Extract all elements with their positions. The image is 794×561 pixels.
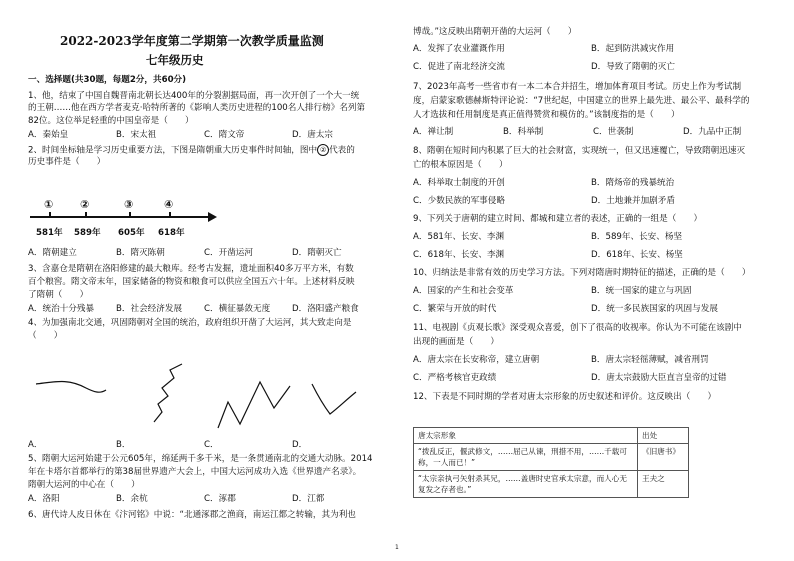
timeline-tick xyxy=(49,212,51,218)
timeline-mark-4: ④ xyxy=(164,198,174,211)
sui-timeline xyxy=(28,196,228,246)
q6-option-b[interactable]: B．起到防洪减灾作用 xyxy=(591,44,675,54)
q5-option-b[interactable]: B．余杭 xyxy=(116,494,148,504)
q1-line1: 1、他，结束了中国自魏晋南北朝长达400年的分裂割据局面，再一次开创了一个大一统 xyxy=(28,91,360,101)
q4-line2: （ ） xyxy=(28,331,63,341)
q5-line3: 隋朝大运河的中心在（ ） xyxy=(28,480,140,490)
canal-route-d-icon[interactable] xyxy=(312,384,356,414)
q1-option-d[interactable]: D．唐太宗 xyxy=(292,130,333,140)
q5-line1: 5、隋朝大运河始建于公元605年，绵延两千多千米，是一条贯通南北的交通大动脉。2014 xyxy=(28,454,373,464)
q4-option-d[interactable]: D． xyxy=(292,440,308,450)
q7-line2: 度，启蒙家歌德赫斯特评论说：“7世纪起，中国建立的世界上最先进、最公平、最科学的 xyxy=(413,96,750,106)
q7-option-a[interactable]: A．禅让制 xyxy=(413,127,454,137)
q12-line1: 12、下表是不同时期的学者对唐太宗形象的历史叙述和评价。这反映出（ ） xyxy=(413,392,717,402)
q3-option-a[interactable]: A．统治十分残暴 xyxy=(28,304,95,314)
q8-line1: 8、隋朝在短时间内积累了巨大的社会财富，实现统一，但又迅速覆亡，导致隋朝迅速灭 xyxy=(413,146,746,156)
q2-line1-text: 2、时间坐标轴是学习历史重要方法，下图是隋朝重大历史事件时间轴，图中 xyxy=(28,145,318,156)
q4-option-b[interactable]: B． xyxy=(116,440,131,450)
q1-option-b[interactable]: B．宋太祖 xyxy=(116,130,157,140)
canal-route-c-icon[interactable] xyxy=(218,382,290,428)
table-header-image: 唐太宗形象 xyxy=(414,428,638,444)
q8-option-d[interactable]: D．土地兼并加剧矛盾 xyxy=(591,196,675,206)
table-cell-source: 《旧唐书》 xyxy=(638,444,689,471)
timeline-tick xyxy=(169,212,171,218)
page-number: 1 xyxy=(395,544,399,551)
q2-line2: 历史事件是（ ） xyxy=(28,157,106,167)
q4-option-c[interactable]: C． xyxy=(204,440,219,450)
timeline-year-2: 589年 xyxy=(74,228,101,238)
q5-option-c[interactable]: C．涿郡 xyxy=(204,494,236,504)
page-title: 2022-2023学年度第二学期第一次教学质量监测 xyxy=(60,34,324,48)
q4-line1: 4、为加强南北交通，巩固隋朝对全国的统治，政府组织开凿了大运河，其大致走向是 xyxy=(28,318,352,328)
timeline-mark-3: ③ xyxy=(124,198,134,211)
q11-option-a[interactable]: A．唐太宗在长安称帝，建立唐朝 xyxy=(413,355,540,365)
q10-option-d[interactable]: D．统一多民族国家的巩固与发展 xyxy=(591,304,718,314)
q1-line2: 的王朝……他在西方学者麦克·哈特所著的《影响人类历史进程的100名人排行榜》名列第 xyxy=(28,103,366,113)
q2-option-b[interactable]: B．隋灭陈朝 xyxy=(116,248,165,258)
q9-option-a[interactable]: A．581年、长安、李渊 xyxy=(413,232,505,242)
q5-option-d[interactable]: D．江都 xyxy=(292,494,325,504)
q6-line1: 6、唐代诗人皮日休在《汴河铭》中说：“北通涿郡之渔商，南运江都之转输，其为利也 xyxy=(28,510,356,520)
q3-line1: 3、含嘉仓是隋朝在洛阳修建的最大粮库。经考古发掘，遗址面积40多万平方米，有数 xyxy=(28,264,354,274)
canal-route-options xyxy=(34,362,364,446)
q9-line1: 9、下列关于唐朝的建立时间、都城和建立者的表述，正确的一组是（ ） xyxy=(413,214,703,224)
q3-option-d[interactable]: D．洛阳盛产粮食 xyxy=(292,304,359,314)
q1-line3: 82位。这位举足轻重的中国皇帝是（ ） xyxy=(28,116,194,126)
table-header-source: 出处 xyxy=(638,428,689,444)
canal-route-b-icon[interactable] xyxy=(154,364,182,422)
q5-option-a[interactable]: A．洛阳 xyxy=(28,494,60,504)
q2-line1 xyxy=(28,144,355,157)
table-row xyxy=(414,471,689,498)
q3-option-c[interactable]: C．横征暴敛无度 xyxy=(204,304,271,314)
q6-option-c[interactable]: C．促进了南北经济交流 xyxy=(413,62,505,72)
q8-option-c[interactable]: C．少数民族的军事侵略 xyxy=(413,196,505,206)
q10-option-a[interactable]: A．国家的产生和社会变革 xyxy=(413,286,514,296)
table-cell-quote: “太宗亲执弓矢射杀其兄，……盖唐时史官承太宗意，而人心无复发之存者也。” xyxy=(414,471,638,498)
circle-two-marker: ② xyxy=(317,144,329,156)
table-cell-source: 王夫之 xyxy=(638,471,689,498)
q8-option-b[interactable]: B．隋炀帝的残暴统治 xyxy=(591,178,675,188)
q9-option-c[interactable]: C．618年、长安、李渊 xyxy=(413,250,505,260)
q11-option-b[interactable]: B．唐太宗轻徭薄赋，减省刑罚 xyxy=(591,355,709,365)
q3-line3: 了隋朝（ ） xyxy=(28,290,89,300)
q2-option-a[interactable]: A．隋朝建立 xyxy=(28,248,77,258)
timeline-mark-1: ① xyxy=(44,198,54,211)
q3-line2: 百个粮窖。隋文帝末年，国家储备的物资和粮食可以供应全国五六十年。上述材料反映 xyxy=(28,277,355,287)
timeline-mark-2: ② xyxy=(80,198,90,211)
q7-option-d[interactable]: D．九品中正制 xyxy=(683,127,742,137)
q7-line3: 人才选拔和任用制度是真正值得赞赏和模仿的。”该制度指的是（ ） xyxy=(413,110,680,120)
q2-option-d[interactable]: D．隋朝灭亡 xyxy=(292,248,342,258)
q10-option-b[interactable]: B．统一国家的建立与巩固 xyxy=(591,286,692,296)
q8-option-a[interactable]: A．科举取士制度的开创 xyxy=(413,178,505,188)
tang-taizong-table xyxy=(413,427,689,498)
timeline-axis xyxy=(30,216,210,218)
q10-option-c[interactable]: C．繁荣与开放的时代 xyxy=(413,304,497,314)
timeline-arrow-icon xyxy=(208,212,217,222)
q10-line1: 10、归纳法是非常有效的历史学习方法。下列对隋唐时期特征的描述，正确的是（ ） xyxy=(413,268,751,278)
timeline-year-4: 618年 xyxy=(158,228,185,238)
page-subtitle: 七年级历史 xyxy=(146,53,204,67)
q2-line1-tail: 代表的 xyxy=(329,145,355,156)
q4-option-a[interactable]: A． xyxy=(28,440,43,450)
q9-option-b[interactable]: B．589年、长安、杨坚 xyxy=(591,232,683,242)
timeline-tick xyxy=(85,212,87,218)
table-header-row xyxy=(414,428,689,444)
q1-option-c[interactable]: C．隋文帝 xyxy=(204,130,245,140)
q7-option-c[interactable]: C．世袭制 xyxy=(593,127,634,137)
table-cell-quote: “拨乱反正，偃武修文，……屈己从谏，刑措不用，……千载可称，一人而已！” xyxy=(414,444,638,471)
timeline-year-1: 581年 xyxy=(36,228,63,238)
q11-option-d[interactable]: D．唐太宗鼓励大臣直言皇帝的过错 xyxy=(591,373,727,383)
q7-option-b[interactable]: B．科举制 xyxy=(503,127,544,137)
section-heading: 一、选择题(共30题，每题2分，共60分) xyxy=(28,75,187,85)
q2-option-c[interactable]: C．开凿运河 xyxy=(204,248,253,258)
q11-line1: 11、电视剧《贞观长歌》深受观众喜爱，创下了很高的收视率。你认为不可能在该剧中 xyxy=(413,323,742,333)
q6-option-d[interactable]: D．导致了隋朝的灭亡 xyxy=(591,62,675,72)
q7-line1: 7、2023年高考一些省市有一本二本合并招生，增加体育项目考试。历史上作为考试制 xyxy=(413,82,742,92)
q5-line2: 年在卡塔尔首都举行的第38届世界遗产大会上，中国大运河成功入选《世界遗产名录》。 xyxy=(28,467,362,477)
q3-option-b[interactable]: B．社会经济发展 xyxy=(116,304,183,314)
timeline-year-3: 605年 xyxy=(118,228,145,238)
table-row xyxy=(414,444,689,471)
q11-option-c[interactable]: C．严格考核官吏政绩 xyxy=(413,373,497,383)
q11-line2: 出现的画面是（ ） xyxy=(413,337,499,347)
q1-option-a[interactable]: A．秦始皇 xyxy=(28,130,69,140)
q9-option-d[interactable]: D．618年、长安、杨坚 xyxy=(591,250,683,260)
canal-route-a-icon[interactable] xyxy=(36,382,106,393)
timeline-tick xyxy=(129,212,131,218)
q6-line2: 博哉。”这反映出隋朝开凿的大运河（ ） xyxy=(413,27,577,37)
q6-option-a[interactable]: A．发挥了农业灌溉作用 xyxy=(413,44,505,54)
q8-line2: 亡的根本原因是（ ） xyxy=(413,160,508,170)
